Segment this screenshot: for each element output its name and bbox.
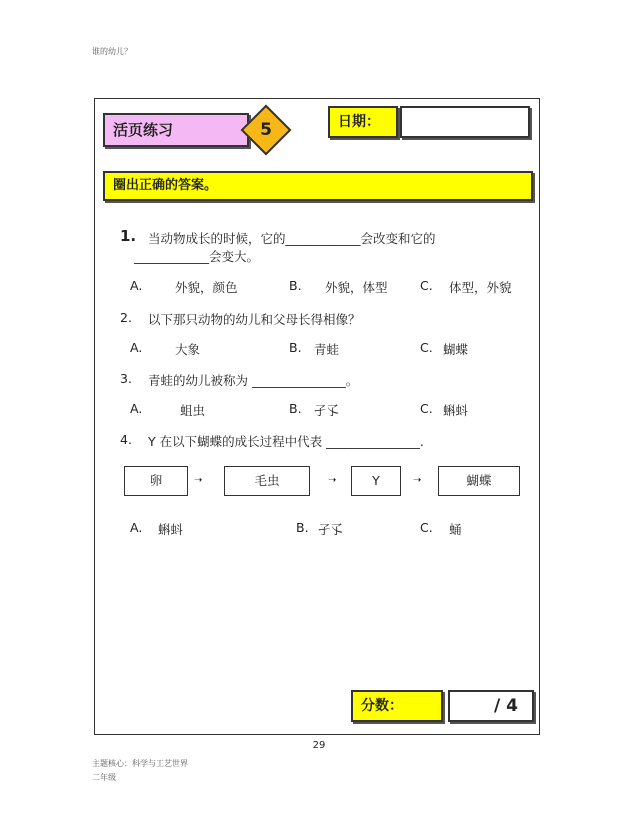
q1-option-b-text[interactable]: 外貌，体型 bbox=[325, 280, 388, 295]
q1-option-a-letter[interactable]: A. bbox=[130, 278, 143, 293]
arrow-right-icon: ➝ bbox=[413, 475, 422, 486]
worksheet-number-badge bbox=[240, 104, 292, 156]
lifecycle-butterfly: 蝴蝶 bbox=[438, 466, 520, 496]
worksheet-number: 5 bbox=[260, 120, 272, 140]
question-2-number: 2. bbox=[120, 310, 132, 325]
q4-option-c-letter[interactable]: C. bbox=[420, 520, 433, 535]
q4-option-b-letter[interactable]: B. bbox=[296, 520, 309, 535]
q1-option-b-letter[interactable]: B. bbox=[289, 278, 302, 293]
question-4-text: Y 在以下蝴蝶的成长过程中代表 _______________. bbox=[148, 434, 424, 449]
q4-option-c-text[interactable]: 蛹 bbox=[449, 522, 462, 537]
q2-option-b-text[interactable]: 青蛙 bbox=[314, 342, 340, 357]
page-number: 29 bbox=[312, 740, 326, 751]
instruction-banner: 圈出正确的答案。 bbox=[103, 171, 533, 201]
question-1-line-1: 当动物成长的时候，它的____________会改变和它的 bbox=[148, 231, 436, 246]
score-label: 分数： bbox=[351, 690, 443, 722]
footer-grade: 二年级 bbox=[92, 773, 116, 782]
q1-option-c-letter[interactable]: C. bbox=[420, 278, 433, 293]
question-1 bbox=[120, 227, 136, 245]
q3-option-b-letter[interactable]: B. bbox=[289, 401, 302, 416]
arrow-right-icon: ➝ bbox=[194, 475, 203, 486]
q4-option-a-letter[interactable]: A. bbox=[130, 520, 143, 535]
q3-option-c-text[interactable]: 蝌蚪 bbox=[443, 403, 469, 418]
score-field[interactable]: / 4 bbox=[448, 690, 534, 722]
date-label: 日期： bbox=[328, 106, 398, 138]
q2-option-c-letter[interactable]: C. bbox=[420, 340, 433, 355]
footer-theme: 主题核心：科学与工艺世界 bbox=[92, 759, 188, 768]
lifecycle-unknown-stage: Y bbox=[351, 466, 401, 496]
q2-option-a-text[interactable]: 大象 bbox=[175, 342, 201, 357]
question-2-text: 以下那只动物的幼儿和父母长得相像？ bbox=[148, 312, 361, 327]
q2-option-c-text[interactable]: 蝴蝶 bbox=[443, 342, 469, 357]
q3-option-c-letter[interactable]: C. bbox=[420, 401, 433, 416]
header-note: 谁的幼儿？ bbox=[92, 47, 132, 56]
q2-option-b-letter[interactable]: B. bbox=[289, 340, 302, 355]
date-field[interactable] bbox=[400, 106, 530, 138]
q3-option-b-text[interactable]: 孑孓 bbox=[314, 403, 340, 418]
q3-option-a-text[interactable]: 蛆虫 bbox=[180, 403, 206, 418]
arrow-right-icon: ➝ bbox=[328, 475, 337, 486]
q3-option-a-letter[interactable]: A. bbox=[130, 401, 143, 416]
q2-option-a-letter[interactable]: A. bbox=[130, 340, 143, 355]
question-1-line-2: ____________会变大。 bbox=[134, 249, 260, 264]
lifecycle-egg: 卵 bbox=[124, 466, 188, 496]
worksheet-title: 活页练习 bbox=[103, 113, 249, 147]
question-number: 1. bbox=[120, 227, 137, 245]
question-4-number: 4. bbox=[120, 432, 132, 447]
question-3-text: 青蛙的幼儿被称为 _______________。 bbox=[148, 373, 359, 388]
q4-option-a-text[interactable]: 蝌蚪 bbox=[158, 522, 184, 537]
q4-option-b-text[interactable]: 孑孓 bbox=[318, 522, 344, 537]
question-3-number: 3. bbox=[120, 371, 132, 386]
q1-option-c-text[interactable]: 体型，外貌 bbox=[449, 280, 512, 295]
q1-option-a-text[interactable]: 外貌，颜色 bbox=[175, 280, 238, 295]
lifecycle-caterpillar: 毛虫 bbox=[224, 466, 310, 496]
